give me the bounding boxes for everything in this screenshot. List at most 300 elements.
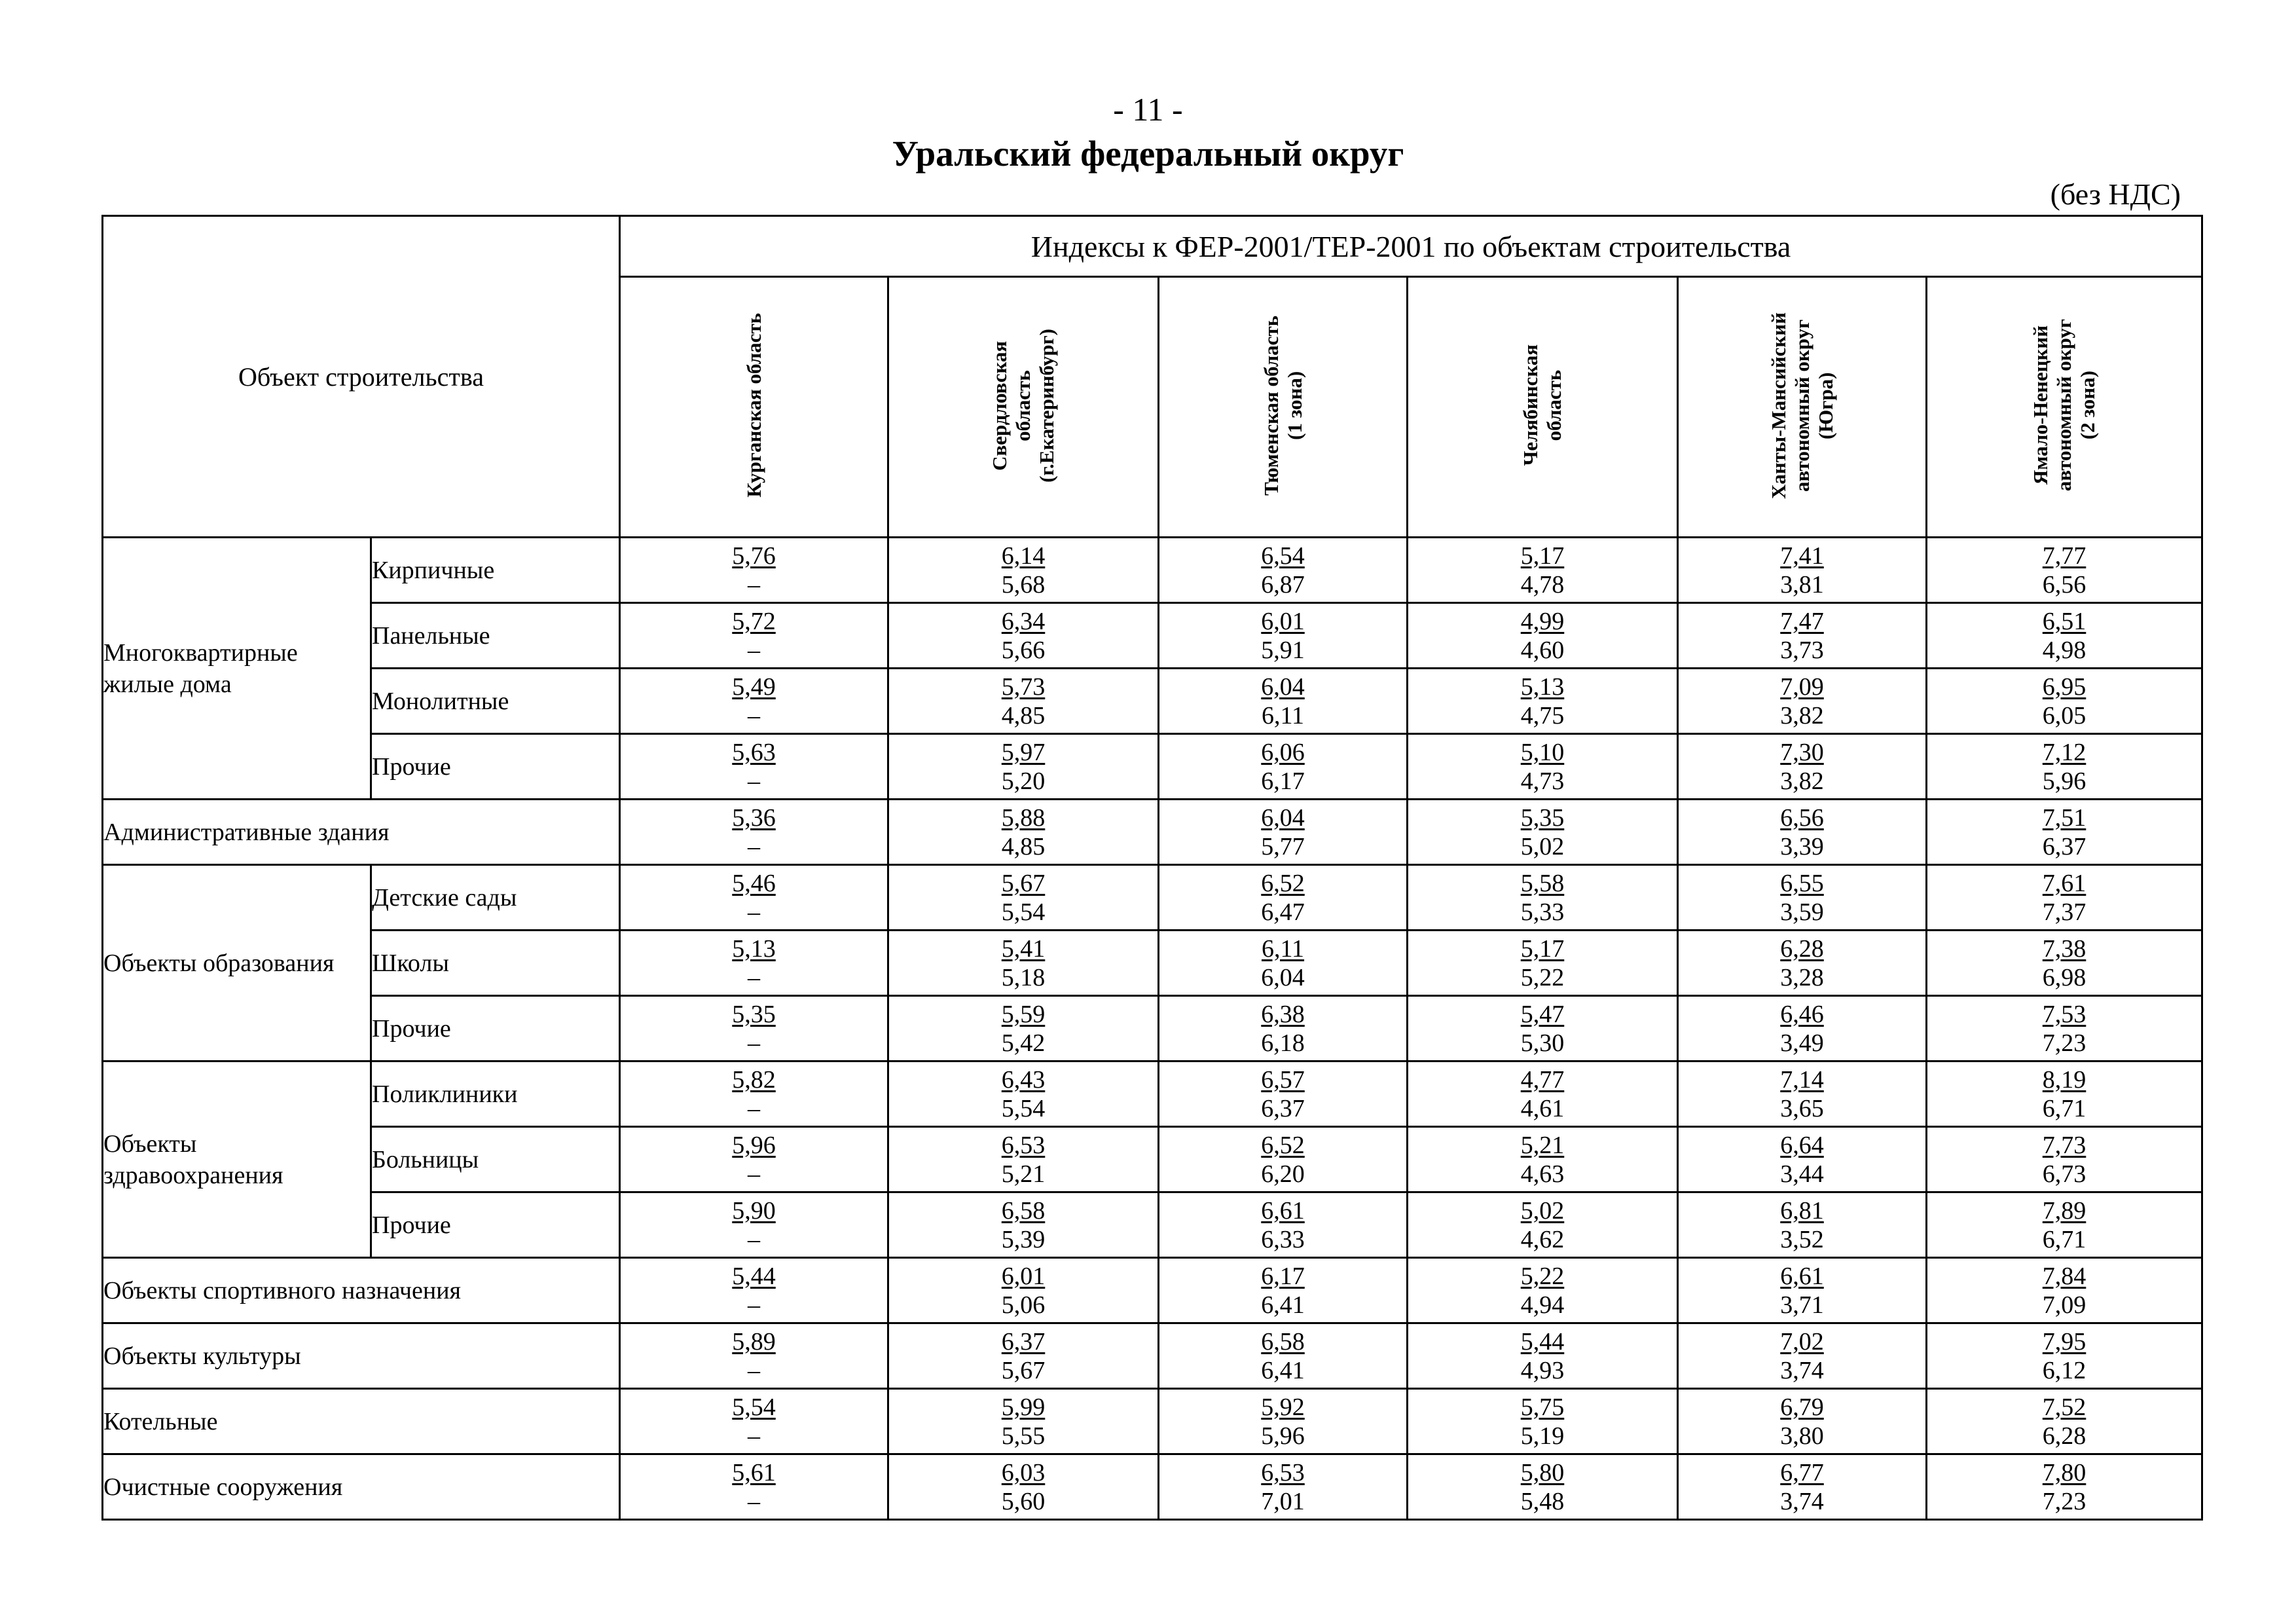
index-value: 6,01 — [1001, 1262, 1046, 1290]
index-value: 6,61 — [1780, 1262, 1824, 1290]
index-value-secondary: 5,68 — [1001, 570, 1046, 599]
index-value: 7,52 — [2042, 1393, 2086, 1421]
index-value: 5,22 — [1520, 1262, 1565, 1290]
region-label-line: автономный округ — [2052, 319, 2076, 492]
index-value: 6,04 — [1261, 673, 1305, 701]
table-row — [103, 1454, 2202, 1520]
index-value: 5,44 — [1520, 1327, 1565, 1356]
index-value: 4,77 — [1520, 1065, 1565, 1094]
vat-note: (без НДС) — [2050, 177, 2181, 211]
index-cell — [888, 1389, 1159, 1454]
index-cell — [1927, 1258, 2202, 1323]
index-value-secondary: 6,20 — [1261, 1160, 1305, 1188]
region-label — [1767, 312, 1838, 499]
index-value: 5,72 — [732, 607, 776, 635]
region-header — [1927, 277, 2202, 538]
index-cell — [888, 603, 1159, 669]
index-value-secondary: 6,12 — [2042, 1356, 2086, 1384]
region-label-line: область — [1542, 369, 1566, 441]
index-cell — [620, 1258, 888, 1323]
region-label-line: Челябинская — [1519, 344, 1542, 466]
index-value-secondary: 3,82 — [1780, 767, 1824, 795]
index-value-secondary: 6,04 — [1261, 963, 1305, 991]
index-cell — [888, 865, 1159, 931]
subcategory-label: Больницы — [371, 1127, 620, 1192]
index-value-secondary: 3,74 — [1780, 1356, 1824, 1384]
index-cell — [1927, 1389, 2202, 1454]
index-value: 5,89 — [732, 1327, 776, 1356]
table-row — [103, 538, 2202, 603]
index-value-secondary: 7,37 — [2042, 898, 2086, 926]
table-row — [103, 1323, 2202, 1389]
index-cell — [1678, 1127, 1927, 1192]
index-cell — [888, 931, 1159, 996]
index-cell — [1408, 800, 1678, 865]
index-value-secondary: 5,60 — [1001, 1487, 1046, 1515]
index-value-secondary: 5,21 — [1001, 1160, 1046, 1188]
index-cell — [1408, 1061, 1678, 1127]
index-value: 6,55 — [1780, 869, 1824, 897]
index-cell — [1159, 1061, 1408, 1127]
index-value: 7,89 — [2042, 1196, 2086, 1225]
index-value-secondary: 5,54 — [1001, 898, 1046, 926]
index-value: 6,03 — [1001, 1458, 1046, 1486]
index-cell — [1408, 1127, 1678, 1192]
index-cell — [620, 538, 888, 603]
index-value-secondary: 6,11 — [1261, 701, 1305, 729]
subcategory-label: Кирпичные — [371, 538, 620, 603]
index-value: 6,57 — [1261, 1065, 1305, 1094]
category-label: Объекты образования — [103, 865, 371, 1061]
category-label: Объекты здравоохранения — [103, 1061, 371, 1258]
index-value-secondary: 7,01 — [1261, 1487, 1305, 1515]
index-cell — [1927, 734, 2202, 800]
table-body — [103, 538, 2202, 1520]
category-label: Очистные сооружения — [103, 1454, 620, 1520]
index-cell — [620, 996, 888, 1061]
index-value-secondary: 5,02 — [1520, 832, 1565, 860]
index-value: 6,28 — [1780, 934, 1824, 963]
table-row — [103, 734, 2202, 800]
table-row — [103, 1127, 2202, 1192]
index-value-secondary: 4,85 — [1001, 701, 1046, 729]
index-cell — [1408, 1323, 1678, 1389]
index-value-secondary: 3,71 — [1780, 1291, 1824, 1319]
index-value-secondary: 6,71 — [2042, 1225, 2086, 1253]
region-header — [1408, 277, 1678, 538]
index-value: 5,21 — [1520, 1131, 1565, 1159]
index-value: 7,77 — [2042, 542, 2086, 570]
index-value: 6,04 — [1261, 803, 1305, 832]
subcategory-label: Панельные — [371, 603, 620, 669]
index-cell — [1678, 996, 1927, 1061]
index-cell — [620, 1061, 888, 1127]
index-value-secondary: – — [748, 963, 761, 991]
index-value: 5,49 — [732, 673, 776, 701]
index-value: 7,53 — [2042, 1000, 2086, 1028]
index-value: 5,90 — [732, 1196, 776, 1225]
index-cell — [1678, 1389, 1927, 1454]
index-value-secondary: 7,09 — [2042, 1291, 2086, 1319]
index-cell — [1927, 603, 2202, 669]
index-value-secondary: 3,39 — [1780, 832, 1824, 860]
region-label — [1519, 344, 1566, 466]
index-value-secondary: 5,20 — [1001, 767, 1046, 795]
index-value: 6,38 — [1261, 1000, 1305, 1028]
index-cell — [1159, 538, 1408, 603]
index-value-secondary: 5,33 — [1520, 898, 1565, 926]
index-value: 6,43 — [1001, 1065, 1046, 1094]
index-value-secondary: 5,06 — [1001, 1291, 1046, 1319]
index-cell — [1678, 669, 1927, 734]
index-cell — [1678, 1454, 1927, 1520]
index-cell — [620, 931, 888, 996]
table-row — [103, 669, 2202, 734]
index-value: 6,34 — [1001, 607, 1046, 635]
index-cell — [1159, 669, 1408, 734]
index-value-secondary: 6,33 — [1261, 1225, 1305, 1253]
index-cell — [1927, 931, 2202, 996]
index-value: 6,53 — [1001, 1131, 1046, 1159]
subcategory-label: Прочие — [371, 734, 620, 800]
index-value: 5,92 — [1261, 1393, 1305, 1421]
region-header — [1159, 277, 1408, 538]
category-label: Многоквартирные жилые дома — [103, 538, 371, 800]
index-value: 6,17 — [1261, 1262, 1305, 1290]
index-value-secondary: 3,44 — [1780, 1160, 1824, 1188]
category-label: Котельные — [103, 1389, 620, 1454]
category-label: Объекты культуры — [103, 1323, 620, 1389]
table-row — [103, 996, 2202, 1061]
index-value: 5,02 — [1520, 1196, 1565, 1225]
index-cell — [1159, 800, 1408, 865]
object-column-header: Объект строительства — [103, 216, 620, 538]
index-value-secondary: 4,75 — [1520, 701, 1565, 729]
region-label-line: (2 зона) — [2076, 371, 2100, 440]
index-cell — [1678, 538, 1927, 603]
index-value-secondary: 4,61 — [1520, 1094, 1565, 1122]
index-cell — [888, 1061, 1159, 1127]
index-value: 6,61 — [1261, 1196, 1305, 1225]
index-value: 7,95 — [2042, 1327, 2086, 1356]
index-value: 6,58 — [1001, 1196, 1046, 1225]
index-value-secondary: 6,56 — [2042, 570, 2086, 599]
subcategory-label: Детские сады — [371, 865, 620, 931]
index-cell — [888, 1454, 1159, 1520]
index-cell — [1927, 1127, 2202, 1192]
index-cell — [1159, 1192, 1408, 1258]
index-cell — [1927, 538, 2202, 603]
subcategory-label: Прочие — [371, 1192, 620, 1258]
region-label-line: область — [1011, 369, 1035, 441]
subcategory-label: Поликлиники — [371, 1061, 620, 1127]
index-value: 4,99 — [1520, 607, 1565, 635]
index-value: 6,14 — [1001, 542, 1046, 570]
index-cell — [620, 865, 888, 931]
index-cell — [888, 538, 1159, 603]
index-value-secondary: – — [748, 1487, 761, 1515]
index-value: 5,13 — [732, 934, 776, 963]
index-cell — [1408, 996, 1678, 1061]
index-value-secondary: 5,54 — [1001, 1094, 1046, 1122]
page-number: - 11 - — [1113, 91, 1183, 128]
index-value: 6,46 — [1780, 1000, 1824, 1028]
index-cell — [1927, 1061, 2202, 1127]
index-cell — [1408, 1389, 1678, 1454]
index-value-secondary: – — [748, 570, 761, 599]
index-value: 7,30 — [1780, 738, 1824, 766]
index-value-secondary: 5,22 — [1520, 963, 1565, 991]
index-cell — [1159, 1258, 1408, 1323]
region-label-line: Курганская область — [742, 313, 765, 498]
index-value: 5,59 — [1001, 1000, 1046, 1028]
index-value: 7,14 — [1780, 1065, 1824, 1094]
index-value-secondary: 3,49 — [1780, 1029, 1824, 1057]
index-value-secondary: – — [748, 701, 761, 729]
index-cell — [1408, 931, 1678, 996]
index-value: 5,67 — [1001, 869, 1046, 897]
index-value-secondary: 6,37 — [2042, 832, 2086, 860]
index-value: 5,82 — [732, 1065, 776, 1094]
index-cell — [1408, 865, 1678, 931]
index-value: 5,46 — [732, 869, 776, 897]
category-label: Административные здания — [103, 800, 620, 865]
region-label — [2029, 319, 2100, 491]
index-cell — [888, 1127, 1159, 1192]
index-value: 6,01 — [1261, 607, 1305, 635]
region-label — [988, 329, 1059, 483]
index-cell — [1408, 669, 1678, 734]
index-value-secondary: 4,93 — [1520, 1356, 1565, 1384]
index-cell — [1159, 865, 1408, 931]
index-cell — [1927, 669, 2202, 734]
index-value: 5,17 — [1520, 934, 1565, 963]
index-value-secondary: 5,19 — [1520, 1422, 1565, 1450]
index-cell — [620, 1454, 888, 1520]
category-label: Объекты спортивного назначения — [103, 1258, 620, 1323]
index-value-secondary: 3,80 — [1780, 1422, 1824, 1450]
index-value-secondary: 5,96 — [2042, 767, 2086, 795]
index-value-secondary: 4,85 — [1001, 832, 1046, 860]
index-value: 7,41 — [1780, 542, 1824, 570]
index-value-secondary: 5,67 — [1001, 1356, 1046, 1384]
region-header — [620, 277, 888, 538]
table-row — [103, 603, 2202, 669]
index-value: 5,75 — [1520, 1393, 1565, 1421]
region-label-line: автономный округ — [1790, 319, 1813, 492]
index-value-secondary: – — [748, 636, 761, 664]
index-value: 6,58 — [1261, 1327, 1305, 1356]
index-cell — [1408, 734, 1678, 800]
index-cell — [1408, 1258, 1678, 1323]
index-value-secondary: 4,62 — [1520, 1225, 1565, 1253]
index-value: 5,17 — [1520, 542, 1565, 570]
index-value: 6,53 — [1261, 1458, 1305, 1486]
index-value: 5,54 — [732, 1393, 776, 1421]
index-value-secondary: 6,87 — [1261, 570, 1305, 599]
table-row — [103, 1258, 2202, 1323]
index-cell — [888, 734, 1159, 800]
table-row — [103, 800, 2202, 865]
index-cell — [1927, 1323, 2202, 1389]
index-value: 5,47 — [1520, 1000, 1565, 1028]
index-cell — [1927, 800, 2202, 865]
index-value-secondary: 3,73 — [1780, 636, 1824, 664]
index-value: 7,38 — [2042, 934, 2086, 963]
table-row — [103, 1192, 2202, 1258]
index-value: 5,63 — [732, 738, 776, 766]
index-value-secondary: 5,66 — [1001, 636, 1046, 664]
index-value-secondary: – — [748, 1094, 761, 1122]
index-value: 6,95 — [2042, 673, 2086, 701]
index-value-secondary: 4,60 — [1520, 636, 1565, 664]
index-cell — [620, 1192, 888, 1258]
index-value: 5,13 — [1520, 673, 1565, 701]
index-value: 6,37 — [1001, 1327, 1046, 1356]
index-cell — [1678, 1192, 1927, 1258]
index-value-secondary: 6,73 — [2042, 1160, 2086, 1188]
index-value-secondary: 3,81 — [1780, 570, 1824, 599]
index-cell — [1678, 603, 1927, 669]
index-value-secondary: 4,78 — [1520, 570, 1565, 599]
index-value: 5,99 — [1001, 1393, 1046, 1421]
index-cell — [1159, 996, 1408, 1061]
index-cell — [1678, 1061, 1927, 1127]
index-value-secondary: 6,17 — [1261, 767, 1305, 795]
index-value-secondary: – — [748, 1356, 761, 1384]
index-cell — [620, 800, 888, 865]
index-value-secondary: 5,77 — [1261, 832, 1305, 860]
index-value: 5,10 — [1520, 738, 1565, 766]
index-cell — [888, 669, 1159, 734]
indices-header: Индексы к ФЕР-2001/ТЕР-2001 по объектам строительства — [620, 216, 2202, 277]
index-value-secondary: – — [748, 1291, 761, 1319]
page-title: Уральский федеральный округ — [892, 134, 1404, 174]
table-row — [103, 865, 2202, 931]
region-label-line: Тюменская область — [1259, 315, 1283, 496]
index-value-secondary: 5,55 — [1001, 1422, 1046, 1450]
index-value-secondary: 6,41 — [1261, 1291, 1305, 1319]
index-value: 6,06 — [1261, 738, 1305, 766]
index-value: 6,54 — [1261, 542, 1305, 570]
index-cell — [1408, 1192, 1678, 1258]
region-label-line: (1 зона) — [1283, 371, 1306, 440]
index-cell — [888, 800, 1159, 865]
index-value-secondary: – — [748, 832, 761, 860]
index-value: 5,35 — [732, 1000, 776, 1028]
region-label — [1260, 316, 1307, 496]
index-value-secondary: 3,74 — [1780, 1487, 1824, 1515]
index-value-secondary: 4,94 — [1520, 1291, 1565, 1319]
index-cell — [620, 1323, 888, 1389]
index-cell — [1678, 931, 1927, 996]
index-value-secondary: 5,39 — [1001, 1225, 1046, 1253]
index-value: 5,61 — [732, 1458, 776, 1486]
index-cell — [888, 1192, 1159, 1258]
index-value: 6,51 — [2042, 607, 2086, 635]
index-value: 7,80 — [2042, 1458, 2086, 1486]
index-cell — [1408, 603, 1678, 669]
index-table — [101, 215, 2203, 1521]
index-value-secondary: 6,18 — [1261, 1029, 1305, 1057]
index-value: 5,97 — [1001, 738, 1046, 766]
index-cell — [1678, 865, 1927, 931]
index-cell — [620, 669, 888, 734]
region-header — [1678, 277, 1927, 538]
index-value: 5,80 — [1520, 1458, 1565, 1486]
index-value-secondary: 6,37 — [1261, 1094, 1305, 1122]
index-cell — [1678, 734, 1927, 800]
index-cell — [620, 734, 888, 800]
subcategory-label: Школы — [371, 931, 620, 996]
subcategory-label: Монолитные — [371, 669, 620, 734]
index-value: 7,73 — [2042, 1131, 2086, 1159]
index-value: 5,96 — [732, 1131, 776, 1159]
index-value-secondary: – — [748, 1422, 761, 1450]
index-value-secondary: 3,65 — [1780, 1094, 1824, 1122]
index-value: 5,76 — [732, 542, 776, 570]
index-value: 5,35 — [1520, 803, 1565, 832]
index-value-secondary: 4,98 — [2042, 636, 2086, 664]
index-value-secondary: 6,98 — [2042, 963, 2086, 991]
index-cell — [1408, 1454, 1678, 1520]
index-value-secondary: 3,82 — [1780, 701, 1824, 729]
index-value-secondary: 5,18 — [1001, 963, 1046, 991]
region-label-line: Ямало-Ненецкий — [2029, 325, 2052, 485]
index-value: 6,56 — [1780, 803, 1824, 832]
index-value: 8,19 — [2042, 1065, 2086, 1094]
index-value: 5,41 — [1001, 934, 1046, 963]
index-value-secondary: – — [748, 1029, 761, 1057]
index-value-secondary: 6,71 — [2042, 1094, 2086, 1122]
index-value-secondary: 5,42 — [1001, 1029, 1046, 1057]
index-cell — [1159, 603, 1408, 669]
index-value: 5,44 — [732, 1262, 776, 1290]
index-value-secondary: 3,28 — [1780, 963, 1824, 991]
index-value: 6,77 — [1780, 1458, 1824, 1486]
index-cell — [1927, 865, 2202, 931]
index-value: 6,11 — [1261, 934, 1305, 963]
index-value: 7,61 — [2042, 869, 2086, 897]
index-cell — [1408, 538, 1678, 603]
index-cell — [620, 1127, 888, 1192]
index-value-secondary: – — [748, 1225, 761, 1253]
index-value: 6,81 — [1780, 1196, 1824, 1225]
region-label-line: (г.Екатеринбург) — [1035, 328, 1059, 483]
index-value: 5,36 — [732, 803, 776, 832]
index-cell — [620, 1389, 888, 1454]
index-value: 7,02 — [1780, 1327, 1824, 1356]
index-value: 6,52 — [1261, 869, 1305, 897]
region-label-line: Свердловская — [988, 340, 1011, 471]
index-value: 5,88 — [1001, 803, 1046, 832]
index-value-secondary: – — [748, 1160, 761, 1188]
index-value-secondary: – — [748, 898, 761, 926]
index-value: 7,84 — [2042, 1262, 2086, 1290]
index-cell — [888, 996, 1159, 1061]
index-value: 5,73 — [1001, 673, 1046, 701]
region-label-line: (Югра) — [1813, 371, 1837, 439]
index-cell — [1159, 1127, 1408, 1192]
index-cell — [1927, 1454, 2202, 1520]
index-cell — [1159, 931, 1408, 996]
index-cell — [620, 603, 888, 669]
index-cell — [888, 1323, 1159, 1389]
index-value-secondary: 5,91 — [1261, 636, 1305, 664]
index-value-secondary: 7,23 — [2042, 1487, 2086, 1515]
index-cell — [1159, 734, 1408, 800]
region-label — [742, 313, 766, 498]
